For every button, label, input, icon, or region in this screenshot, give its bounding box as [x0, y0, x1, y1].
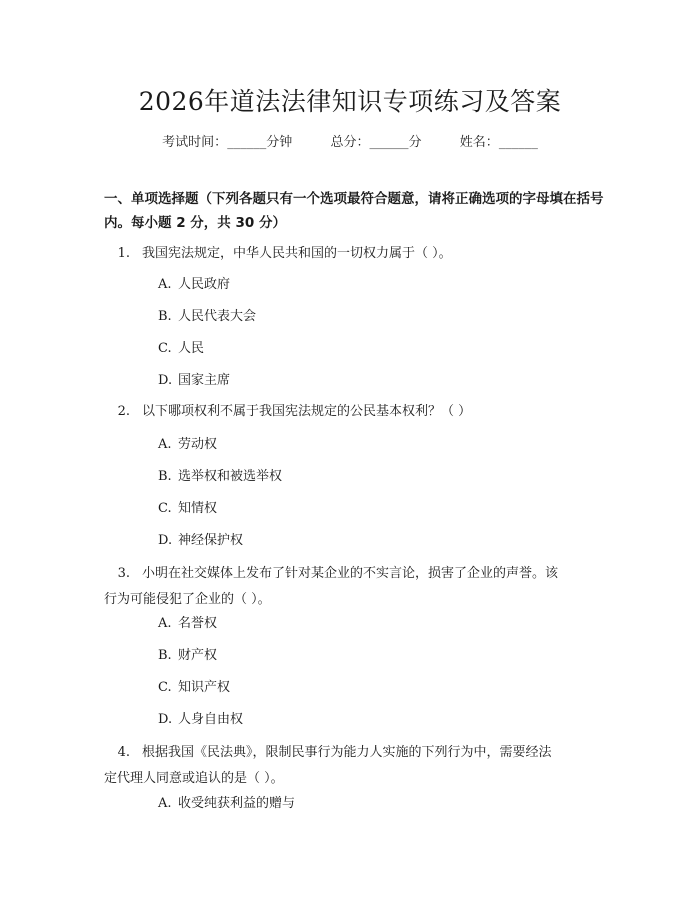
- option-letter: A.: [158, 796, 172, 811]
- option-letter: D.: [158, 533, 173, 548]
- option-1b[interactable]: [158, 307, 256, 327]
- option-text: 选举权和被选举权: [178, 469, 283, 484]
- name-label: 姓名：: [459, 135, 499, 150]
- exam-meta-line: [0, 131, 700, 150]
- option-3b[interactable]: [158, 646, 217, 666]
- option-letter: B.: [158, 309, 172, 324]
- option-text: 人民代表大会: [178, 309, 257, 324]
- option-1a[interactable]: [158, 275, 230, 295]
- option-2d[interactable]: [158, 531, 243, 551]
- question-stem-line1: 小明在社交媒体上发布了针对某企业的不实言论，损害了企业的声誉。该: [142, 566, 559, 581]
- option-text: 财产权: [178, 648, 218, 663]
- option-letter: A.: [158, 277, 172, 292]
- option-text: 收受纯获利益的赠与: [178, 796, 296, 811]
- question-3: [104, 561, 604, 613]
- option-letter: B.: [158, 469, 172, 484]
- option-1d[interactable]: [158, 371, 230, 391]
- option-text: 劳动权: [178, 437, 218, 452]
- option-text: 知情权: [178, 501, 218, 516]
- exam-time-unit: 分钟: [266, 135, 293, 150]
- question-stem-line2: 定代理人同意或追认的是（ ）。: [104, 771, 284, 786]
- question-stem-line1: 根据我国《民法典》，限制民事行为能力人实施的下列行为中，需要经法: [142, 745, 552, 760]
- question-4: [104, 740, 604, 792]
- section-heading: 一、单项选择题（下列各题只有一个选项最符合题意，请将正确选项的字母填在括号内。每小题 2 分，共 30 分）: [104, 191, 604, 231]
- total-score-blank: ______: [369, 135, 409, 150]
- option-text: 人民: [178, 341, 205, 356]
- question-number: 3.: [117, 566, 130, 581]
- option-letter: D.: [158, 712, 173, 727]
- option-1c[interactable]: [158, 339, 204, 359]
- name-blank: ______: [498, 135, 538, 150]
- question-stem: 以下哪项权利不属于我国宪法规定的公民基本权利？（ ）: [142, 404, 472, 419]
- question-number: 2.: [117, 404, 130, 419]
- option-text: 神经保护权: [178, 533, 244, 548]
- option-3a[interactable]: [158, 614, 217, 634]
- option-letter: A.: [158, 616, 172, 631]
- option-text: 人身自由权: [178, 712, 244, 727]
- total-score-label: 总分：: [330, 135, 370, 150]
- option-3c[interactable]: [158, 678, 230, 698]
- exam-time-blank: ______: [227, 135, 267, 150]
- question-number: 1.: [117, 246, 130, 261]
- option-text: 知识产权: [178, 680, 231, 695]
- question-1: [104, 241, 604, 267]
- total-score-unit: 分: [408, 135, 422, 150]
- question-2: [104, 399, 604, 425]
- option-text: 人民政府: [178, 277, 231, 292]
- option-letter: C.: [158, 680, 172, 695]
- option-4a[interactable]: [158, 794, 295, 814]
- option-letter: D.: [158, 373, 173, 388]
- question-stem-line2: 行为可能侵犯了企业的（ ）。: [104, 592, 271, 607]
- option-letter: B.: [158, 648, 172, 663]
- question-number: 4.: [117, 745, 130, 760]
- option-2c[interactable]: [158, 499, 217, 519]
- option-text: 国家主席: [178, 373, 231, 388]
- option-3d[interactable]: [158, 710, 243, 730]
- exam-time-label: 考试时间：: [162, 135, 228, 150]
- option-letter: C.: [158, 501, 172, 516]
- option-letter: C.: [158, 341, 172, 356]
- option-text: 名誉权: [178, 616, 218, 631]
- option-2a[interactable]: [158, 435, 217, 455]
- option-2b[interactable]: [158, 467, 282, 487]
- question-stem: 我国宪法规定，中华人民共和国的一切权力属于（ ）。: [142, 246, 452, 261]
- option-letter: A.: [158, 437, 172, 452]
- document-title: 2026年道法法律知识专项练习及答案: [138, 87, 562, 116]
